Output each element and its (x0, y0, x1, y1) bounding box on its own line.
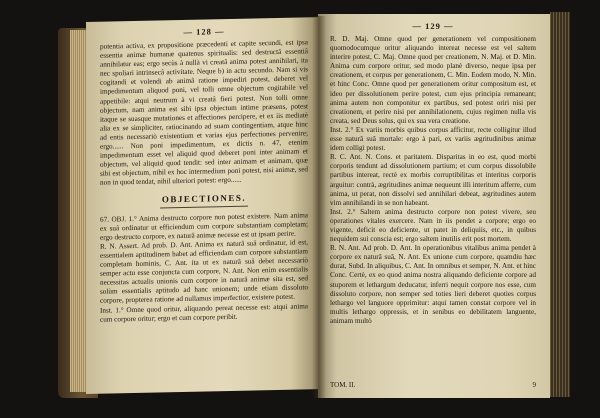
right-paragraph: R. N. Ant. Ad prob. D. Ant. In operationibus vitalibus anima pendet à corpore ex naturâ suâ, N. Ant. Ex unione cum corpore, quamdiu hæc durat, Subd. In aliquibus, C. Ant. In omnibus et semper, N. Ant. et hinc Conc. Certè, ex eo quod anima nostra aliquando deficiente corpore ad stuporem et lethargum deducatur, inferri nequit corpore nos esse, cum dissoluto corpore, non semper sed toties lieri deberet quoties corpus lethargo vel languore opprimitur: atqui tamen constat corpore vel in multis lethargo oppressis, et in senibus eo debilitatem languente, animam multò (330, 244, 536, 325)
objectiones-heading: OBJECTIONES. (161, 192, 247, 204)
left-page (86, 17, 318, 394)
right-paragraph: R. D. Maj. Omne quod per generationem vel compositionem quomodocumque oritur aliquando intereat necesse est vel saltem interire potest, C. Maj. Omne quod per creationem, N. Maj. et D. Min. Anima cum corpore oritur, sed modo planè diverso, neque ipsa per creationem, et corpus per generationem, C. Min. Eodem modo, N. Min. et hinc Conc. Omne quod per generationem oritur compositum est, et ideo per dissolutionem perire potest, cum ejus principia remaneant; anima autem non componitur ex partibus, sed potest oriri nisi per creationem, et perire nisi per annihilationem, cujus regimen nulla vis creata, sed Deus solus, qui ex sua vera creatione. (330, 35, 536, 125)
right-page-number: — 129 — (412, 21, 454, 31)
right-paragraph: Inst. 2.° Ex variis morbis quibus corpus afficitur, recte colligitur illud esse naturâ suâ mortale: ergo à pari, ex variis ægritudinibus animæ idem colligi potest. (330, 125, 536, 153)
left-paragraph: Inst. 1.° Omne quod oritur, aliquando pereat necesse est: atqui anima cum corpore oritur; ergo et cum corpore peribit. (100, 301, 308, 324)
volume-label: TOM. II. (330, 380, 356, 389)
right-paragraph: Inst. 2.° Saltem anima destructo corpore non potest vivere, seu operationes vitales exercere. Nam in iis pendet a corpore; ergo eo vigente, deficit eo deficiente, ut patet in deliquiis, etc., in quibus nequidem sui conscia est; ergo saltem inutilis erit post mortem. (330, 207, 536, 244)
left-paragraph: R. N. Assert. Ad prob. D. Ant. Anima ex naturâ suâ ordinatur, id est, essentialem aptitudinem habet ad efficiendam cum corpore substantiam completam hominis, C. Ant. ita ut ex naturâ suâ debet necessariò semper actu esse conjuncta cum corpore, N. Ant. Non enim essentialis necessitas actualis unionis cum corpore in naturâ animæ sita est, sed solùm essentialis aptitudo ad hanc unionem; unde etiam dissoluto corpore, propterea ratione ad nullamus imperfectior, existere potest. (100, 238, 308, 306)
right-paragraph: R. C. Ant. N. Cons. et paritatem. Disparitas in eo est, quod morbi corporis tendunt ad dissolutionem partium; et cum corpus dissolubile partibus intereat, rectè ex morbis corruptibilitas et interitus corporis arguitur: contrà, ægritudines animæ nequeunt illi interitum afferre, cum anima, ut perat, non dissolvi sed annihilari debeat, ægritudines autem vim annihilandi in se non habeant. (330, 153, 536, 207)
page-edges-right (550, 12, 570, 397)
right-page-footer (330, 381, 536, 390)
left-page-number: — 128 — (183, 26, 225, 37)
left-paragraph: potentia activa, ex propositione præcedenti et capite secundi, est ipsa essentia animæ humanæ quatenus spiritualis: sed destructâ essentiâ annihilatur eas; ergo secùs à nullà vi creatâ anima potest annihilari, ita nec spoliari intrinsecâ activitate. Neque b) in actu secundo. Nam si vis cogitandi et volendi ab animâ ratione impediri potest, deberet vel impedimentum aliquod poni, vel tolli omne objectum cogitabile vel appetibile: atqui neutrum à vi creatâ fieri potest. Non tolli omne objectum, nam anima est sibi ipsa objectum intime præsens, potest itaque se suasque mutationes et affectiones percipere, et ex iis mediatè alia ex se simpliciter, ratiocinando ad suam contingentiam, atque hinc ad entis necessariò existentium et varias ejus perfectiones pervenire; ergo...... Non poni impedimentum, ex dictis n. 47, etenim impedimentum esset vel aliquid quod deberet poni inter animam et objectum, vel aliquid quod tendit: sed inter animam et animam, quæ sibi est objectum, nihil ex hoc intermedium poni potest, nisi animæ, sed non in quod tendat, nihil ulteriori potest: ergo...... (100, 38, 308, 188)
heading-rule (160, 205, 248, 208)
right-page (318, 14, 550, 398)
book-gutter-shadow (312, 16, 326, 398)
left-paragraph: 67. OBJ. 1.° Anima destructo corpore non potest existere. Nam anima ex suâ ordinatur ut efficiendum cum corpore substantiam completam; ergo destructo corpore, ex naturâ animæ necesse est ut ipsam perire. (100, 210, 308, 242)
signature-mark: 9 (532, 380, 536, 389)
